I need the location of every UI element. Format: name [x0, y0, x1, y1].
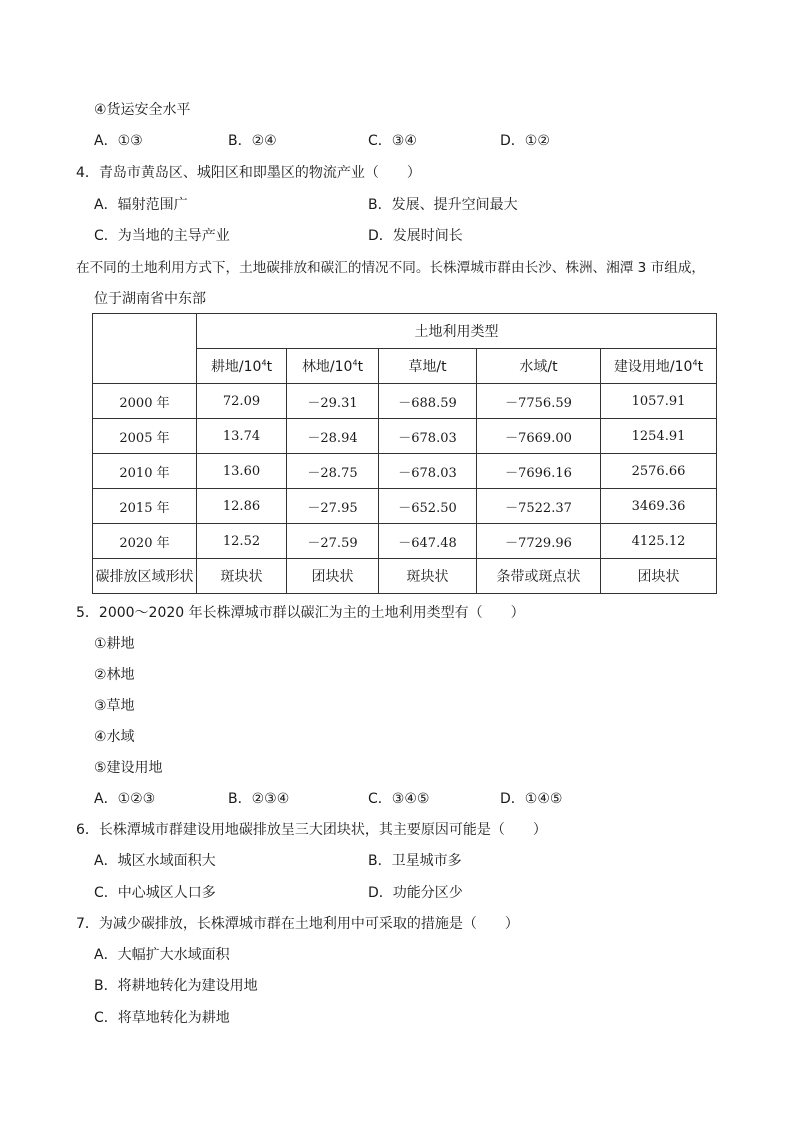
table-cell: 条带或斑点状 — [477, 559, 601, 594]
table-cell: －27.95 — [287, 489, 379, 524]
table-row — [93, 419, 717, 454]
q7-option-a: A．大幅扩大水域面积 — [94, 947, 230, 963]
q5-item-3: ③草地 — [94, 698, 135, 714]
q5-options — [94, 789, 714, 809]
table-row — [93, 384, 717, 419]
row-label: 2010 年 — [93, 454, 197, 489]
table-row — [93, 524, 717, 559]
row-label: 2000 年 — [93, 384, 197, 419]
q5-stem: 5．2000～2020 年长株潭城市群以碳汇为主的土地利用类型有（ ） — [76, 605, 525, 621]
q4-option-a: A．辐射范围广 — [94, 197, 188, 213]
table-cell: －647.48 — [379, 524, 477, 559]
table-corner-cell — [93, 314, 197, 384]
q6-option-d: D．功能分区少 — [368, 885, 463, 901]
table-cell: －678.03 — [379, 419, 477, 454]
table-cell: －28.75 — [287, 454, 379, 489]
column-header-forest: 林地$/10^4t$ — [287, 349, 379, 384]
table-cell: 4125.12 — [601, 524, 717, 559]
q6-options-row2 — [94, 883, 714, 903]
q3-item-4: ④货运安全水平 — [94, 102, 191, 118]
table-cell: －7756.59 — [477, 384, 601, 419]
table-cell: －7522.37 — [477, 489, 601, 524]
table-row — [93, 489, 717, 524]
table-cell: 斑块状 — [197, 559, 287, 594]
q7-stem: 7．为减少碳排放，长株潭城市群在土地利用中可采取的措施是（ ） — [76, 916, 519, 932]
row-label: 2020 年 — [93, 524, 197, 559]
q4-option-d: D．发展时间长 — [368, 228, 463, 244]
q5-item-1: ①耕地 — [94, 636, 135, 652]
q5-option-b: B．②③④ — [228, 791, 290, 807]
intro-line-2: 位于湖南省中东部 — [94, 291, 206, 307]
table-cell: －7669.00 — [477, 419, 601, 454]
table-cell: 3469.36 — [601, 489, 717, 524]
q3-option-b: B．②④ — [228, 133, 277, 149]
column-header-grassland: 草地/t — [379, 349, 477, 384]
column-header-water: 水域/t — [477, 349, 601, 384]
table-row — [93, 454, 717, 489]
table-cell: －7696.16 — [477, 454, 601, 489]
column-header-cropland: 耕地$/10^4t$ — [197, 349, 287, 384]
q5-option-c: C．③④⑤ — [368, 791, 430, 807]
q3-option-c: C．③④ — [368, 133, 417, 149]
table-cell: 12.86 — [197, 489, 287, 524]
q3-option-a: A．①③ — [94, 133, 143, 149]
q5-item-4: ④水域 — [94, 729, 135, 745]
q5-option-d: D．①④⑤ — [500, 791, 563, 807]
q6-option-a: A．城区水域面积大 — [94, 853, 216, 869]
table-cell: 团块状 — [287, 559, 379, 594]
intro-line-1: 在不同的土地利用方式下，土地碳排放和碳汇的情况不同。长株潭城市群由长沙、株洲、湘潭 3 市组成， — [76, 260, 706, 276]
table-cell: －7729.96 — [477, 524, 601, 559]
q4-option-c: C．为当地的主导产业 — [94, 228, 230, 244]
row-label: 2015 年 — [93, 489, 197, 524]
table-cell: 72.09 — [197, 384, 287, 419]
column-header-construction: 建设用地$/10^4t$ — [601, 349, 717, 384]
q6-options-row1 — [94, 851, 714, 871]
row-label: 2005 年 — [93, 419, 197, 454]
q6-stem: 6．长株潭城市群建设用地碳排放呈三大团块状，其主要原因可能是（ ） — [76, 822, 547, 838]
q6-option-b: B．卫星城市多 — [368, 853, 462, 869]
q3-option-d: D．①② — [500, 133, 550, 149]
q7-option-c: C．将草地转化为耕地 — [94, 1010, 230, 1026]
q4-option-b: B．发展、提升空间最大 — [368, 197, 518, 213]
table-cell: －29.31 — [287, 384, 379, 419]
row-label: 碳排放区域形状 — [93, 559, 197, 594]
land-use-carbon-table — [92, 313, 717, 594]
table-cell: 12.52 — [197, 524, 287, 559]
q5-item-2: ②林地 — [94, 667, 135, 683]
q4-stem: 4．青岛市黄岛区、城阳区和即墨区的物流产业（ ） — [76, 165, 421, 181]
table-cell: 13.74 — [197, 419, 287, 454]
table-cell: －678.03 — [379, 454, 477, 489]
q7-option-b: B．将耕地转化为建设用地 — [94, 978, 258, 994]
q4-options-row1 — [94, 195, 714, 215]
table-cell: 斑块状 — [379, 559, 477, 594]
table-cell: 1057.91 — [601, 384, 717, 419]
table-cell: －652.50 — [379, 489, 477, 524]
q5-item-5: ⑤建设用地 — [94, 760, 163, 776]
table-cell: －27.59 — [287, 524, 379, 559]
q6-option-c: C．中心城区人口多 — [94, 885, 216, 901]
table-cell: －688.59 — [379, 384, 477, 419]
table-cell: 团块状 — [601, 559, 717, 594]
q3-options — [94, 131, 714, 151]
table-cell: 13.60 — [197, 454, 287, 489]
q5-option-a: A．①②③ — [94, 791, 156, 807]
table-header-row-1 — [93, 314, 717, 349]
table-cell: 1254.91 — [601, 419, 717, 454]
table-cell: 2576.66 — [601, 454, 717, 489]
table-cell: －28.94 — [287, 419, 379, 454]
q4-options-row2 — [94, 226, 714, 246]
table-group-header: 土地利用类型 — [197, 314, 717, 349]
table-row-shape — [93, 559, 717, 594]
